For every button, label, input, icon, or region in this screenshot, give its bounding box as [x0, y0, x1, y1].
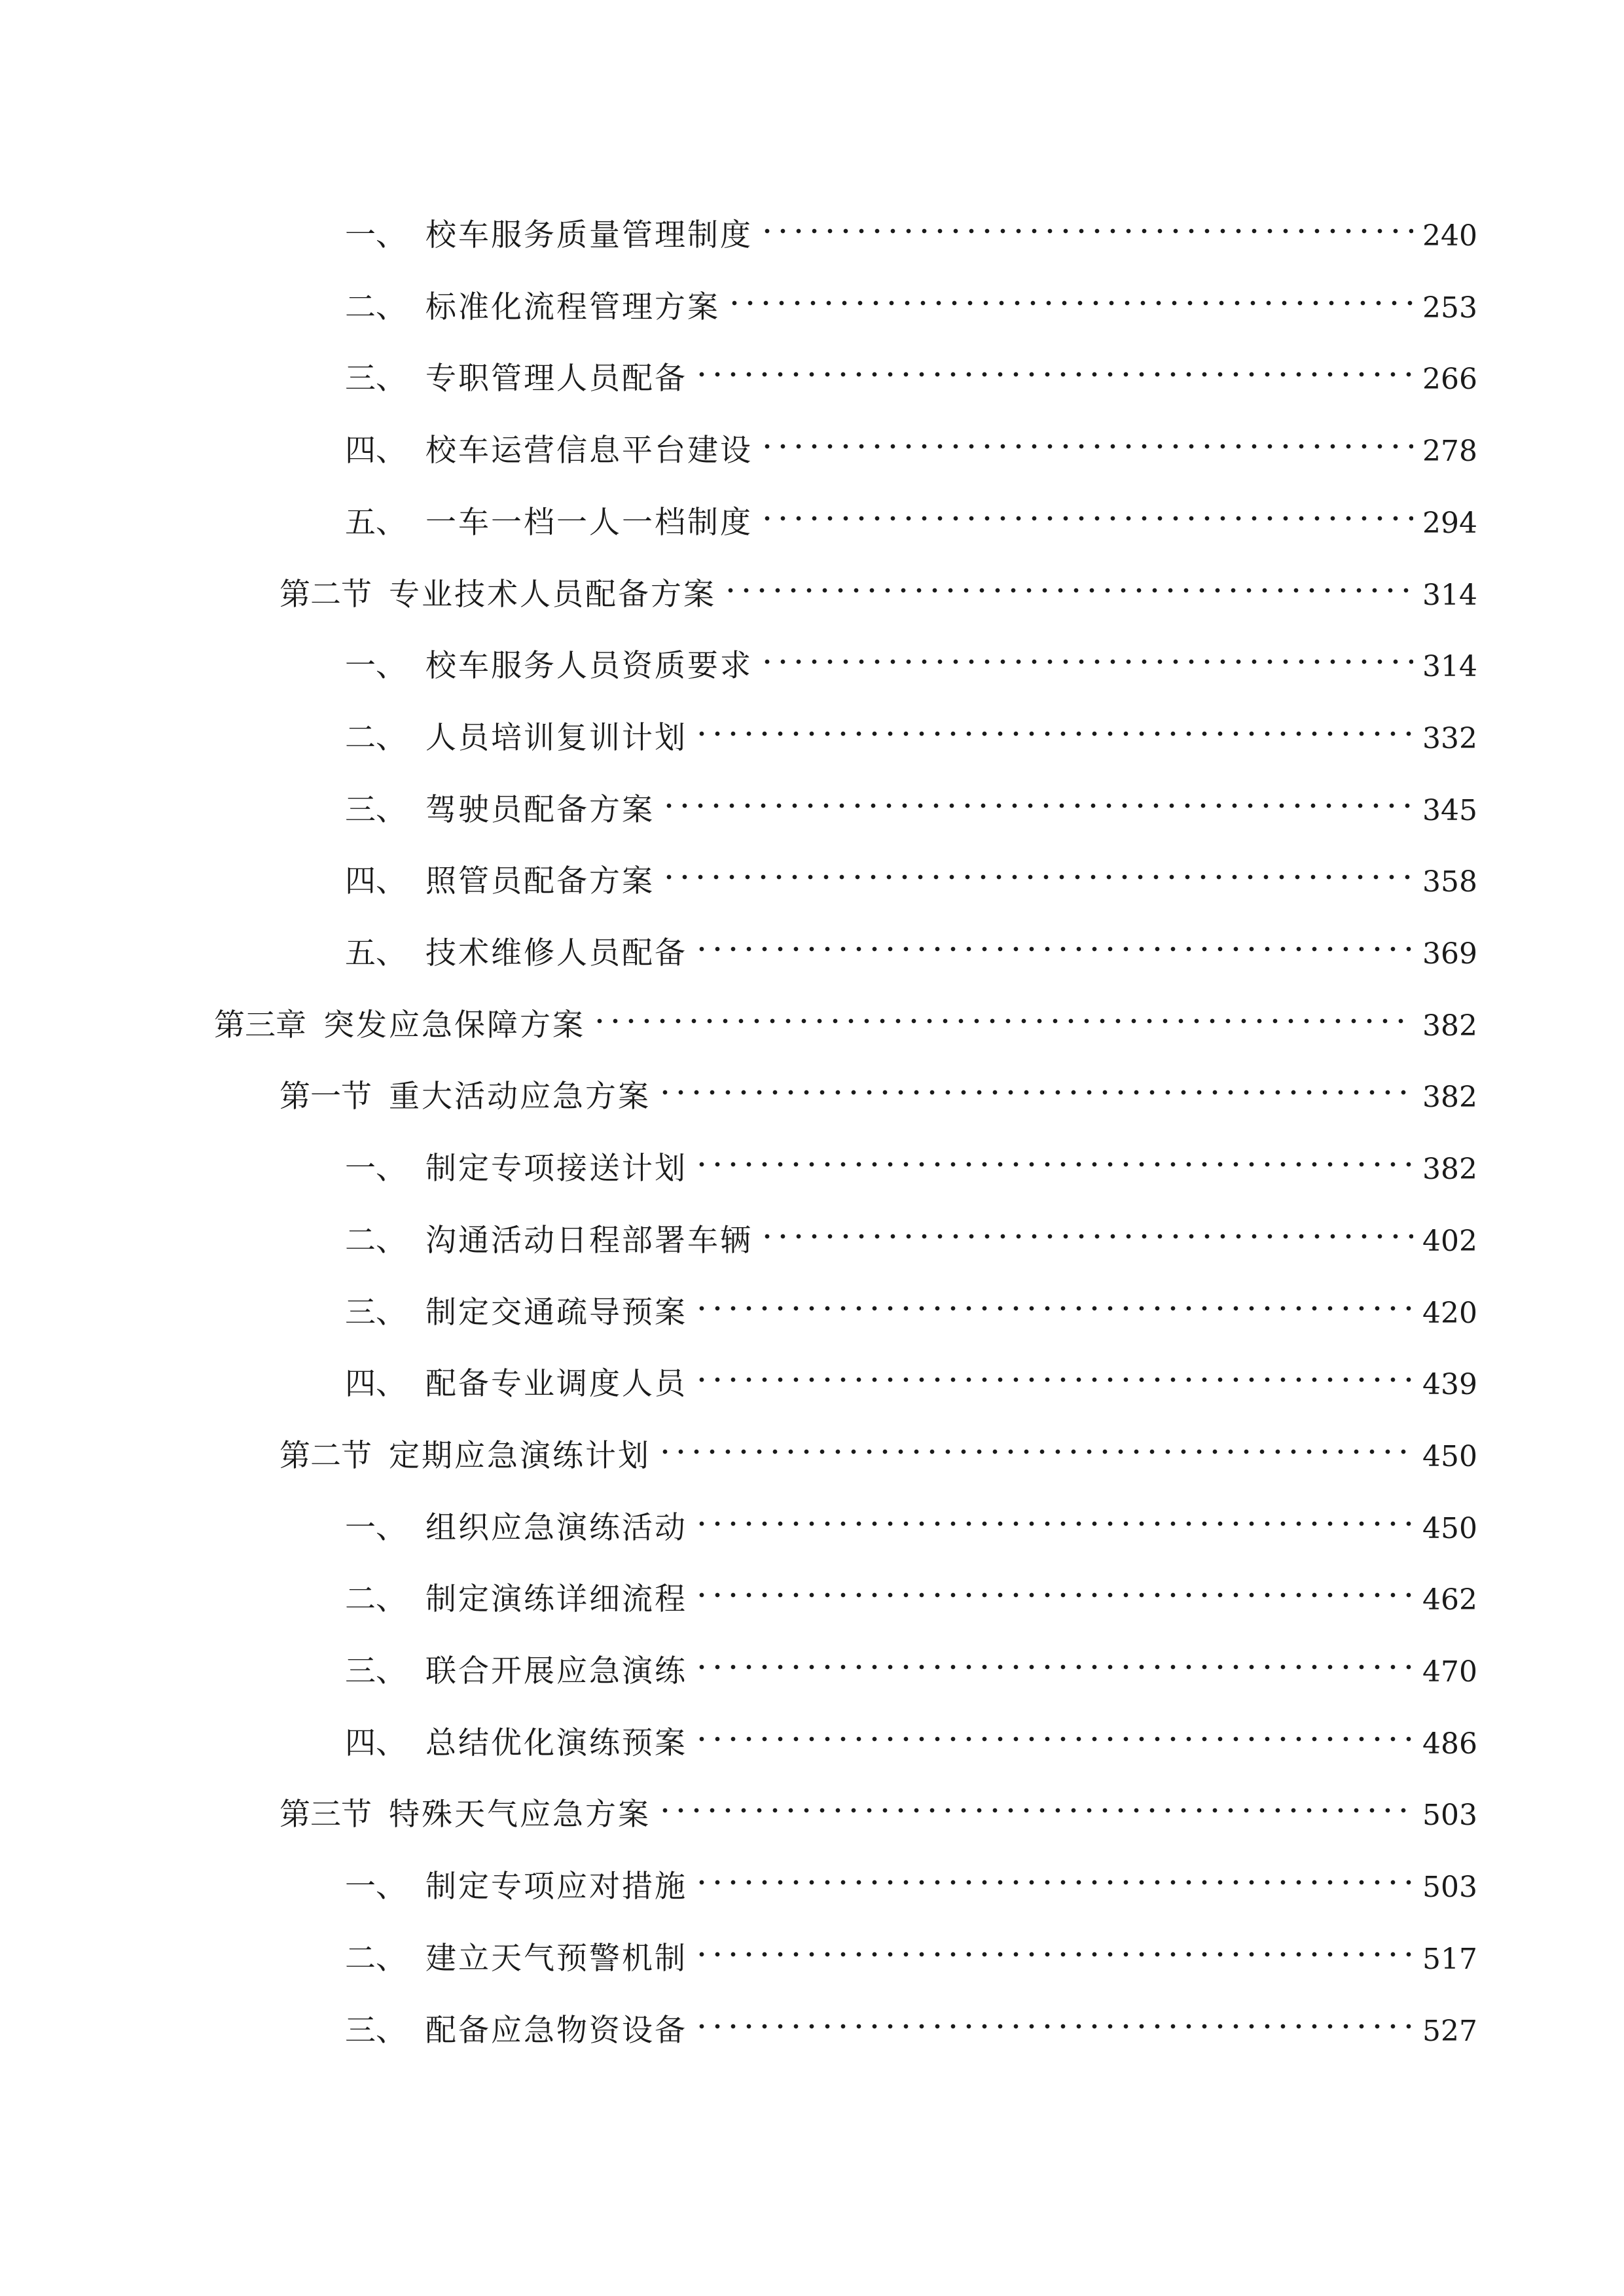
- toc-entry[interactable]: [345, 1342, 1477, 1403]
- toc-entry-title: 校车服务人员资质要求: [425, 648, 753, 685]
- toc-entry-title: 专职管理人员配备: [425, 361, 687, 397]
- toc-entry-number: 一、: [345, 217, 406, 253]
- toc-entry-title: 建立天气预警机制: [425, 1940, 687, 1977]
- toc-entry-page-number: 253: [1422, 291, 1477, 325]
- toc-entry-number: 三、: [345, 1653, 406, 1689]
- toc-dot-leader: [657, 1414, 1413, 1466]
- toc-entry[interactable]: [345, 1916, 1477, 1977]
- toc-entry-title: 照管员配备方案: [425, 863, 655, 900]
- toc-entry-title: 组织应急演练活动: [425, 1509, 687, 1546]
- toc-entry-title: 沟通活动日程部署车辆: [425, 1222, 753, 1259]
- toc-entry-page-number: 503: [1422, 1871, 1477, 1905]
- toc-entry-title: 配备专业调度人员: [425, 1366, 687, 1403]
- toc-entry-title: 制定交通疏导预案: [425, 1294, 687, 1331]
- toc-entry-title: 特殊天气应急方案: [389, 1797, 651, 1833]
- toc-entry[interactable]: [214, 983, 1477, 1043]
- toc-entry[interactable]: [345, 839, 1477, 900]
- toc-entry-title: 人员培训复训计划: [425, 719, 687, 756]
- toc-entry-page-number: 345: [1422, 793, 1477, 827]
- toc-dot-leader: [694, 336, 1413, 389]
- toc-entry-page-number: 402: [1422, 1224, 1477, 1258]
- toc-entry-title: 突发应急保障方案: [323, 1007, 585, 1043]
- toc-dot-leader: [723, 552, 1413, 605]
- toc-entry-page-number: 420: [1422, 1296, 1477, 1330]
- toc-dot-leader: [694, 1557, 1413, 1609]
- toc-entry-title: 一车一档一人一档制度: [425, 504, 753, 541]
- toc-entry[interactable]: [345, 696, 1477, 756]
- toc-entry-page-number: 450: [1422, 1511, 1477, 1545]
- toc-dot-leader: [694, 1270, 1413, 1323]
- toc-entry-title: 标准化流程管理方案: [425, 289, 720, 325]
- toc-entry-page-number: 294: [1422, 506, 1477, 540]
- toc-entry[interactable]: [345, 1270, 1477, 1331]
- toc-entry-page-number: 486: [1422, 1727, 1477, 1761]
- toc-entry-page-number: 369: [1422, 937, 1477, 971]
- toc-entry-page-number: 266: [1422, 363, 1477, 397]
- toc-dot-leader: [759, 624, 1413, 676]
- toc-entry-page-number: 332: [1422, 721, 1477, 755]
- toc-entry-number: 二、: [345, 1222, 406, 1259]
- toc-entry[interactable]: [345, 1701, 1477, 1761]
- toc-entry-page-number: 439: [1422, 1368, 1477, 1402]
- toc-entry-number: 五、: [345, 504, 406, 541]
- toc-entry-title: 制定演练详细流程: [425, 1581, 687, 1618]
- toc-entry[interactable]: [345, 408, 1477, 469]
- toc-entry-number: 二、: [345, 1940, 406, 1977]
- toc-entry-number: 第一节: [280, 1079, 372, 1115]
- toc-entry-title: 驾驶员配备方案: [425, 791, 655, 828]
- toc-entry-page-number: 450: [1422, 1439, 1477, 1473]
- toc-entry-number: 四、: [345, 863, 406, 900]
- toc-entry[interactable]: [345, 1486, 1477, 1546]
- toc-dot-leader: [759, 408, 1413, 461]
- toc-entry-number: 三、: [345, 361, 406, 397]
- toc-entry-number: 第二节: [280, 1437, 372, 1474]
- toc-entry-title: 重大活动应急方案: [389, 1079, 651, 1115]
- toc-dot-leader: [661, 839, 1413, 891]
- toc-entry-title: 校车服务质量管理制度: [425, 217, 753, 253]
- toc-dot-leader: [694, 1486, 1413, 1538]
- toc-entry[interactable]: [345, 336, 1477, 397]
- toc-entry-page-number: 503: [1422, 1799, 1477, 1833]
- toc-entry-number: 二、: [345, 289, 406, 325]
- toc-entry-page-number: 382: [1422, 1009, 1477, 1043]
- toc-dot-leader: [727, 265, 1413, 317]
- toc-entry-page-number: 462: [1422, 1583, 1477, 1617]
- toc-entry-number: 第二节: [280, 576, 372, 613]
- toc-dot-leader: [694, 1701, 1413, 1753]
- toc-dot-leader: [759, 480, 1413, 533]
- toc-entry-number: 三、: [345, 1294, 406, 1331]
- toc-entry-page-number: 358: [1422, 865, 1477, 899]
- toc-entry-number: 四、: [345, 1366, 406, 1403]
- toc-dot-leader: [694, 1844, 1413, 1897]
- toc-entry-number: 一、: [345, 648, 406, 685]
- toc-dot-leader: [694, 1988, 1413, 2041]
- toc-entry-number: 二、: [345, 719, 406, 756]
- toc-entry[interactable]: [345, 1844, 1477, 1905]
- toc-entry-number: 三、: [345, 2012, 406, 2049]
- toc-dot-leader: [694, 1916, 1413, 1969]
- toc-entry-page-number: 470: [1422, 1655, 1477, 1689]
- toc-entry-number: 第三章: [214, 1007, 306, 1043]
- toc-dot-leader: [694, 1629, 1413, 1681]
- toc-entry-number: 二、: [345, 1581, 406, 1618]
- toc-entry-number: 一、: [345, 1151, 406, 1187]
- toc-entry-page-number: 382: [1422, 1153, 1477, 1187]
- toc-entry-page-number: 382: [1422, 1081, 1477, 1115]
- toc-entry-title: 校车运营信息平台建设: [425, 433, 753, 469]
- toc-dot-leader: [657, 1054, 1413, 1107]
- toc-entry[interactable]: [345, 1126, 1477, 1187]
- toc-entry-title: 技术维修人员配备: [425, 935, 687, 971]
- toc-entry-page-number: 278: [1422, 435, 1477, 469]
- toc-dot-leader: [592, 983, 1413, 1035]
- toc-dot-leader: [759, 193, 1413, 245]
- toc-dot-leader: [657, 1772, 1413, 1825]
- toc-entry-title: 配备应急物资设备: [425, 2012, 687, 2049]
- toc-entry[interactable]: [345, 1557, 1477, 1618]
- toc-entry[interactable]: [345, 768, 1477, 828]
- toc-entry-number: 三、: [345, 791, 406, 828]
- toc-entry-number: 第三节: [280, 1797, 372, 1833]
- toc-entry-page-number: 314: [1422, 578, 1477, 612]
- toc-dot-leader: [694, 1126, 1413, 1179]
- toc-entry[interactable]: [280, 1414, 1477, 1474]
- toc-entry[interactable]: [345, 1198, 1477, 1259]
- toc-entry[interactable]: [345, 911, 1477, 971]
- toc-dot-leader: [694, 911, 1413, 963]
- toc-entry-title: 总结优化演练预案: [425, 1725, 687, 1761]
- toc-dot-leader: [759, 1198, 1413, 1251]
- toc-entry[interactable]: [345, 1988, 1477, 2049]
- toc-entry-title: 联合开展应急演练: [425, 1653, 687, 1689]
- toc-entry-number: 四、: [345, 1725, 406, 1761]
- toc-entry[interactable]: [280, 552, 1477, 613]
- toc-entry[interactable]: [345, 624, 1477, 685]
- toc-entry-title: 制定专项接送计划: [425, 1151, 687, 1187]
- toc-entry[interactable]: [345, 1629, 1477, 1689]
- toc-entry-title: 制定专项应对措施: [425, 1869, 687, 1905]
- toc-entry-title: 定期应急演练计划: [389, 1437, 651, 1474]
- toc-entry-page-number: 314: [1422, 650, 1477, 684]
- toc-entry[interactable]: [280, 1772, 1477, 1833]
- toc-entry-title: 专业技术人员配备方案: [389, 576, 716, 613]
- toc-entry-number: 四、: [345, 433, 406, 469]
- toc-entry[interactable]: [345, 193, 1477, 253]
- toc-dot-leader: [694, 1342, 1413, 1394]
- toc-entry-page-number: 527: [1422, 2014, 1477, 2048]
- toc-entry-page-number: 240: [1422, 219, 1477, 253]
- toc-dot-leader: [694, 696, 1413, 748]
- toc-entry-number: 一、: [345, 1869, 406, 1905]
- toc-dot-leader: [661, 768, 1413, 820]
- toc-entry-number: 五、: [345, 935, 406, 971]
- toc-entry[interactable]: [280, 1054, 1477, 1115]
- toc-entry[interactable]: [345, 480, 1477, 541]
- toc-entry-number: 一、: [345, 1509, 406, 1546]
- toc-entry[interactable]: [345, 265, 1477, 325]
- toc-entry-page-number: 517: [1422, 1942, 1477, 1976]
